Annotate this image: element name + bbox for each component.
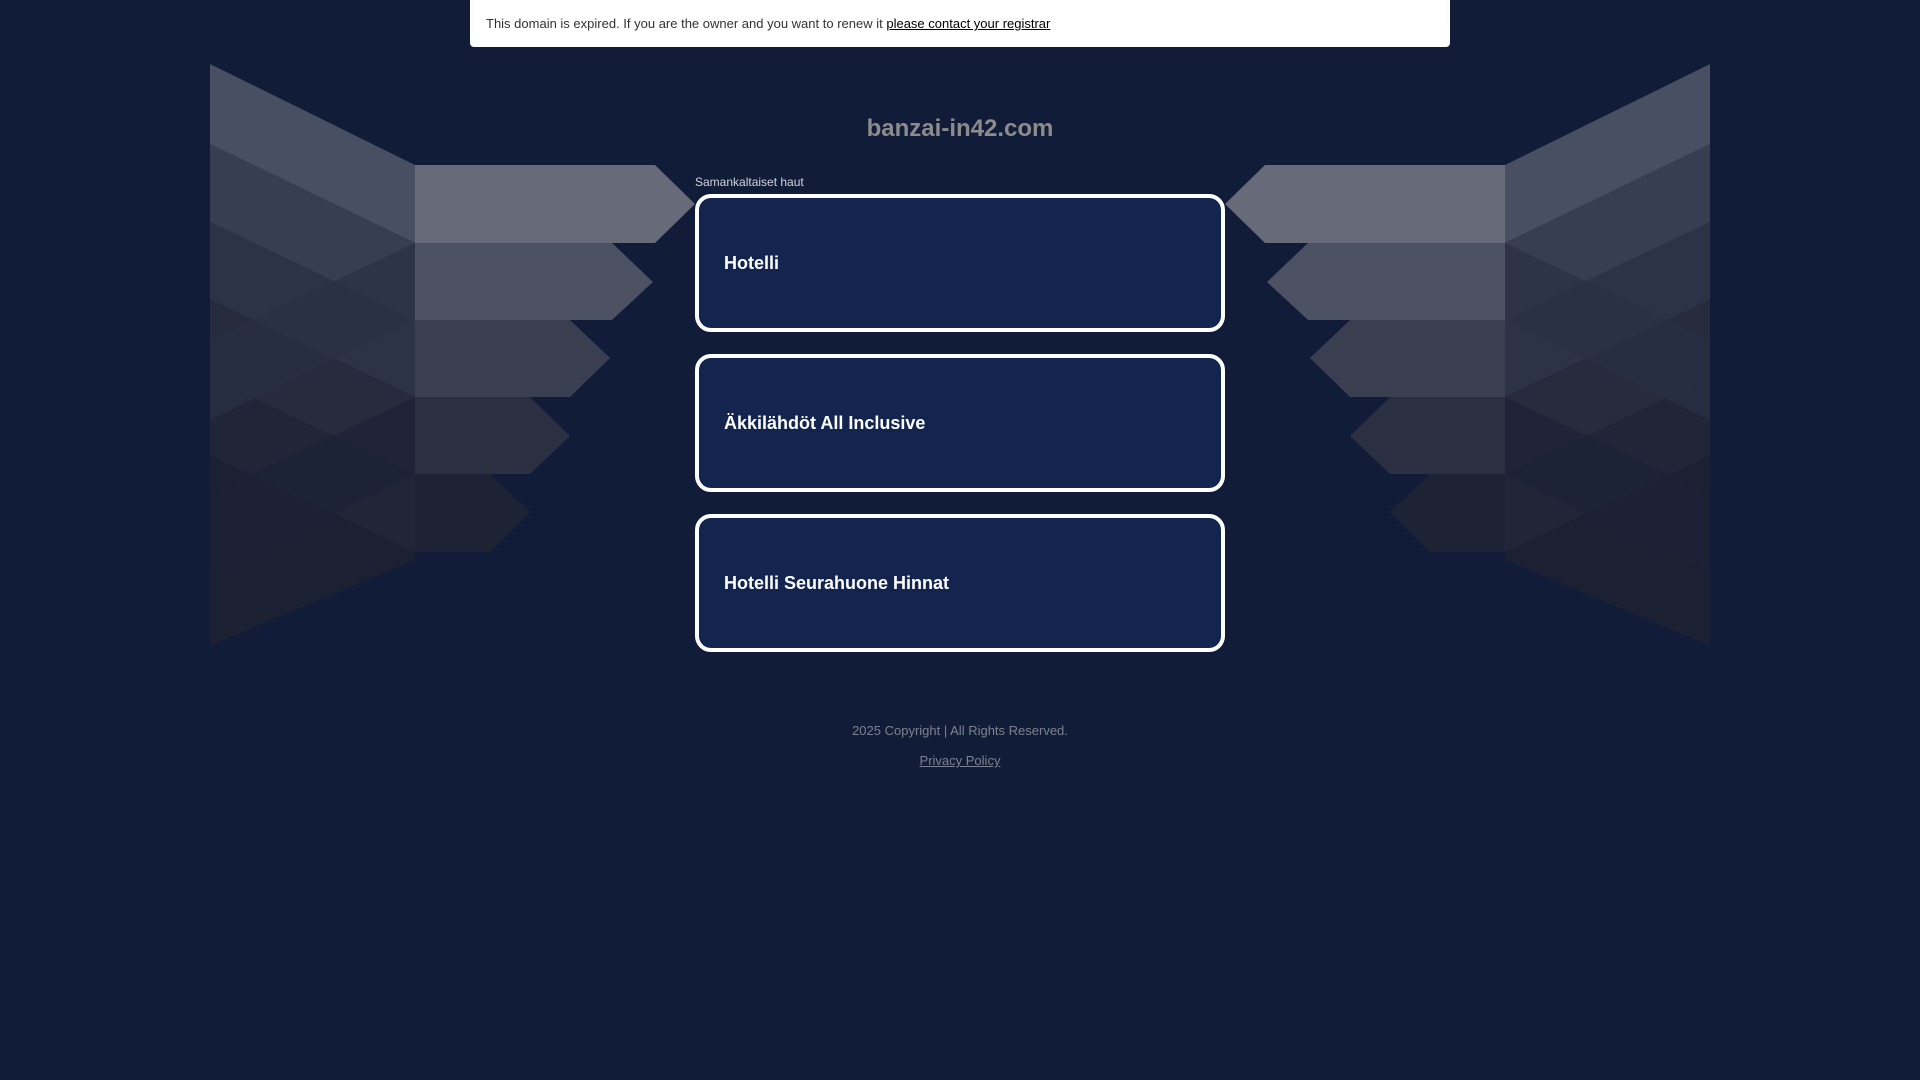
related-searches-label: Samankaltaiset haut (695, 175, 804, 189)
related-link-label: Hotelli (724, 252, 780, 273)
contact-registrar-link[interactable]: please contact your registrar (886, 16, 1051, 31)
related-link-akkilahdot-all-inclusive[interactable] (695, 354, 1225, 492)
privacy-policy-link[interactable]: Privacy Policy (919, 753, 1001, 768)
domain-title: banzai-in42.com (866, 115, 1054, 142)
footer-privacy (0, 753, 1920, 769)
notice-text: This domain is expired. If you are the owner and you want to renew it (486, 16, 883, 31)
related-link-label: Hotelli Seurahuone Hinnat (724, 572, 950, 593)
expired-domain-notice (470, 0, 1450, 47)
related-link-hotelli-seurahuone-hinnat[interactable] (695, 514, 1225, 652)
footer-copyright: 2025 Copyright | All Rights Reserved. (852, 723, 1068, 738)
related-link-hotelli[interactable] (695, 194, 1225, 332)
related-link-label: Äkkilähdöt All Inclusive (724, 412, 926, 433)
